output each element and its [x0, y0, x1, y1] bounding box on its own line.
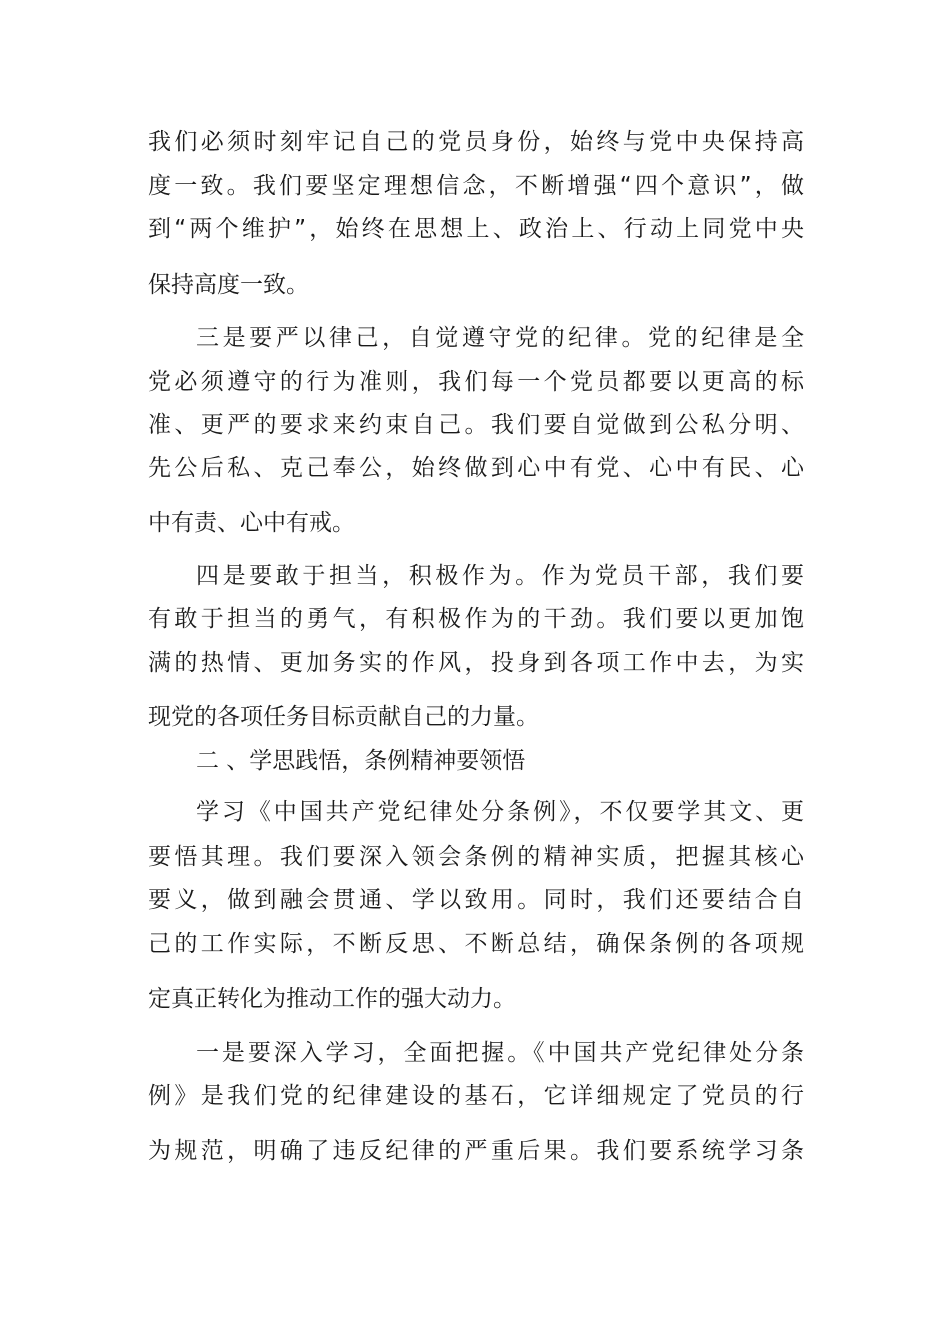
paragraph-start-line: 三是要严以律己，自觉遵守党的纪律。党的纪律是全 — [196, 325, 804, 351]
text-line: 满的热情、更加务实的作风，投身到各项工作中去，为实 — [148, 650, 804, 676]
text-line: 保持高度一致。 — [148, 272, 309, 298]
paragraph-start-line: 四是要敢于担当，积极作为。作为党员干部，我们要 — [196, 563, 804, 589]
text-line: 现党的各项任务目标贡献自己的力量。 — [148, 704, 539, 730]
text-line: 要义，做到融会贯通、学以致用。同时，我们还要结合自 — [148, 887, 804, 913]
text-line: 己的工作实际，不断反思、不断总结，确保条例的各项规 — [148, 931, 804, 957]
text-line: 党必须遵守的行为准则，我们每一个党员都要以更高的标 — [148, 369, 804, 395]
paragraph-start-line: 一是要深入学习，全面把握。《中国共产党纪律处分条 — [196, 1040, 804, 1066]
text-line: 为规范，明确了违反纪律的严重后果。我们要系统学习条 — [148, 1138, 804, 1164]
text-line: 例》是我们党的纪律建设的基石，它详细规定了党员的行 — [148, 1083, 804, 1109]
text-line: 要悟其理。我们要深入领会条例的精神实质，把握其核心 — [148, 844, 804, 870]
text-line: 准、更严的要求来约束自己。我们要自觉做到公私分明、 — [148, 412, 804, 438]
section-heading: 二 、学思践悟，条例精神要领悟 — [196, 748, 526, 774]
text-line: 度一致。我们要坚定理想信念，不断增强“四个意识”，做 — [148, 173, 804, 199]
text-line: 中有责、心中有戒。 — [148, 510, 355, 536]
text-line: 先公后私、克己奉公，始终做到心中有党、心中有民、心 — [148, 455, 804, 481]
text-line: 到“两个维护”，始终在思想上、政治上、行动上同党中央 — [148, 216, 804, 242]
text-line: 有敢于担当的勇气，有积极作为的干劲。我们要以更加饱 — [148, 606, 804, 632]
paragraph-start-line: 学习《中国共产党纪律处分条例》，不仅要学其文、更 — [196, 799, 804, 825]
text-line: 定真正转化为推动工作的强大动力。 — [148, 986, 516, 1012]
text-line: 我们必须时刻牢记自己的党员身份，始终与党中央保持高 — [148, 129, 804, 155]
